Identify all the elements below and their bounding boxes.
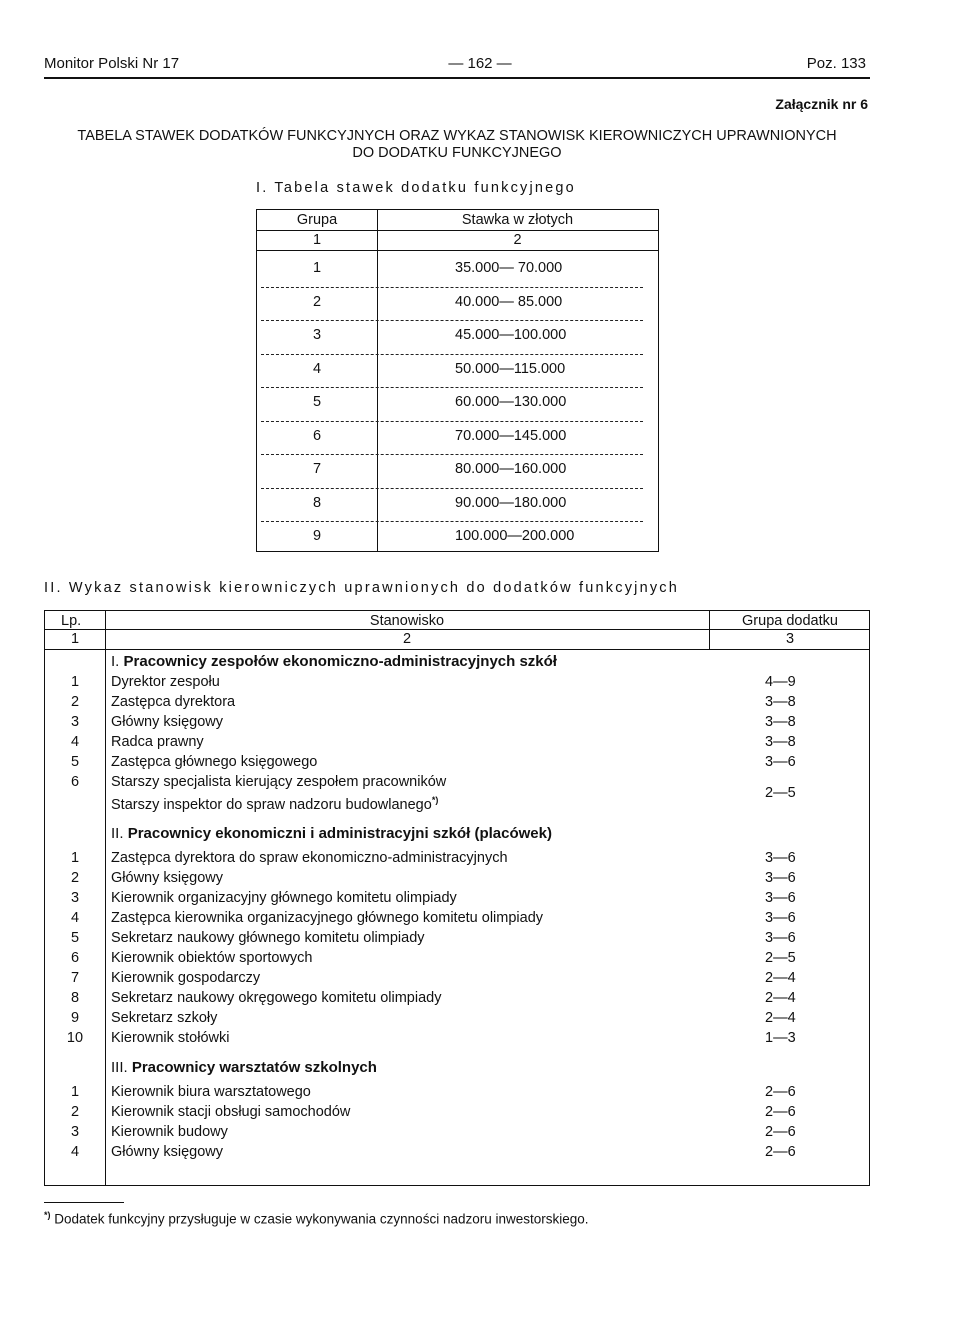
rates-table-body (257, 254, 658, 556)
rate-group-cell: 4 (312, 360, 322, 377)
row-position-line2 (111, 791, 446, 814)
rate-range-cell: 40.000— 85.000 (455, 293, 563, 310)
row-position: Dyrektor zespołu (111, 674, 220, 690)
rate-group-cell: 9 (312, 528, 322, 544)
row-number: 1 (70, 1084, 80, 1100)
row-group: 2—6 (765, 1104, 796, 1120)
row-group: 3—6 (765, 754, 796, 770)
row-number: 8 (70, 990, 80, 1006)
positions-col-group-number: 3 (785, 631, 795, 647)
row-position: Sekretarz naukowy głównego komitetu olimpiady (111, 930, 425, 946)
section2-title: II. Wykaz stanowisk kierowniczych uprawnionych do dodatków funkcyjnych (44, 580, 679, 596)
rates-table-row (257, 422, 658, 456)
row-position: Sekretarz naukowy okręgowego komitetu olimpiady (111, 990, 442, 1006)
rates-col-rate-header: Stawka w złotych (461, 212, 574, 228)
rate-range-cell: 70.000—145.000 (455, 427, 567, 444)
footnote-reference-marker: *) (431, 795, 439, 805)
group-heading (45, 823, 869, 844)
table-row (45, 868, 869, 888)
annex-label: Załącznik nr 6 (775, 96, 868, 112)
rates-table-row (257, 388, 658, 422)
rates-table-row (257, 321, 658, 355)
row-position: Główny księgowy (111, 714, 224, 730)
row-position: Kierownik budowy (111, 1124, 228, 1140)
row-group: 2—6 (765, 1124, 796, 1140)
rate-range-cell: 80.000—160.000 (455, 461, 567, 477)
row-position: Zastępca dyrektora do spraw ekonomiczno-administracyjnych (111, 850, 508, 866)
header-publication: Monitor Polski Nr 17 (44, 55, 180, 72)
rate-range-cell: 45.000—100.000 (455, 327, 567, 343)
header-rule (44, 77, 870, 79)
row-number: 5 (70, 754, 80, 770)
rate-range-cell: 50.000—115.000 (455, 360, 566, 377)
row-position: Główny księgowy (111, 1144, 224, 1160)
row-group: 2—4 (765, 990, 796, 1006)
row-number: 2 (70, 1104, 80, 1120)
row-number: 6 (70, 950, 80, 966)
row-position: Kierownik obiektów sportowych (111, 950, 313, 966)
table-row (45, 1008, 869, 1028)
row-group: 3—8 (765, 714, 796, 730)
rates-table-row (257, 254, 658, 288)
rate-range-cell: 35.000— 70.000 (455, 260, 563, 276)
row-number: 9 (70, 1010, 80, 1026)
row-position: Kierownik organizacyjny głównego komitetu olimpiady (111, 890, 457, 906)
table-row (45, 988, 869, 1008)
row-group: 3—6 (765, 870, 796, 886)
row-group: 3—6 (765, 850, 796, 866)
row-position: Zastępca głównego księgowego (111, 754, 318, 770)
positions-col-position-number: 2 (402, 631, 412, 647)
rate-group-cell: 7 (312, 461, 322, 477)
table-row (45, 672, 869, 692)
row-number: 2 (70, 870, 80, 886)
row-number: 6 (70, 774, 80, 790)
row-position: Główny księgowy (111, 870, 224, 886)
rates-col-rate-number: 2 (513, 232, 522, 248)
rate-group-cell: 5 (312, 394, 322, 410)
row-position-line1: Starszy specjalista kierujący zespołem pracowników (111, 774, 447, 790)
row-number: 4 (70, 734, 80, 750)
row-group: 3—6 (765, 930, 796, 946)
row-position: Kierownik stołówki (111, 1030, 230, 1046)
group-heading-title: Pracownicy warsztatów szkolnych (131, 1059, 377, 1076)
rates-table-row (257, 288, 658, 322)
header-position: Poz. 133 (806, 55, 866, 72)
row-position: Radca prawny (111, 734, 204, 750)
row-number: 3 (70, 714, 80, 730)
row-position: Kierownik stacji obsługi samochodów (111, 1104, 351, 1120)
rate-group-cell: 8 (312, 494, 322, 511)
row-number: 1 (70, 674, 80, 690)
table-row (45, 1082, 869, 1102)
row-group: 2—5 (765, 950, 796, 966)
group-heading-title: Pracownicy ekonomiczni i administracyjni szkół (placówek) (127, 825, 552, 842)
table-row (45, 928, 869, 948)
row-group: 3—8 (765, 694, 796, 710)
row-group: 2—5 (765, 785, 796, 801)
rate-group-cell: 2 (312, 293, 322, 310)
table-row (45, 752, 869, 772)
table-row (45, 908, 869, 928)
table-row (45, 712, 869, 732)
row-number: 1 (70, 850, 80, 866)
row-number: 5 (70, 930, 80, 946)
rate-group-cell: 3 (312, 327, 322, 343)
row-group: 2—4 (765, 1010, 796, 1026)
row-number: 3 (70, 1124, 80, 1140)
positions-table-body (45, 651, 869, 1162)
group-heading (45, 1057, 869, 1078)
rates-table-row (257, 522, 658, 556)
row-position: Kierownik biura warsztatowego (111, 1084, 311, 1100)
positions-col-group-header: Grupa dodatku (742, 613, 838, 629)
group-heading (45, 651, 869, 672)
row-position: Zastępca dyrektora (111, 694, 236, 710)
table-row (45, 888, 869, 908)
rates-number-rule (257, 250, 658, 251)
group-heading-prefix: I. (111, 653, 120, 670)
rate-range-cell: 90.000—180.000 (455, 494, 567, 511)
positions-col-lp-number: 1 (70, 631, 80, 647)
table-row (45, 732, 869, 752)
row-position: Zastępca kierownika organizacyjnego głównego komitetu olimpiady (111, 910, 544, 926)
row-number: 4 (70, 910, 80, 926)
row-group: 3—6 (765, 910, 796, 926)
table-row (45, 1102, 869, 1122)
row-position: Kierownik gospodarczy (111, 970, 261, 986)
row-number: 7 (70, 970, 80, 986)
rates-col-group-number: 1 (312, 232, 322, 248)
row-group: 2—4 (765, 970, 796, 986)
row-group: 3—6 (765, 890, 796, 906)
positions-table (44, 610, 870, 1186)
section1-title: I. Tabela stawek dodatku funkcyjnego (256, 180, 576, 196)
rate-group-cell: 1 (312, 260, 322, 276)
row-position: Sekretarz szkoły (111, 1010, 218, 1026)
row-group: 2—6 (765, 1144, 796, 1160)
footnote (44, 1210, 589, 1227)
document-title-line2: DO DODATKU FUNKCYJNEGO (352, 145, 562, 161)
positions-number-rule (45, 649, 869, 650)
rate-range-cell: 60.000—130.000 (455, 394, 567, 410)
table-row (45, 1028, 869, 1048)
positions-col-position-header: Stanowisko (369, 613, 445, 629)
rates-table-row (257, 455, 658, 489)
document-title (44, 128, 870, 162)
rates-table-row (257, 355, 658, 389)
footnote-text: Dodatek funkcyjny przysługuje w czasie wykonywania czynności nadzoru inwestorskiego. (54, 1211, 589, 1227)
rates-table (256, 209, 659, 552)
table-row (45, 772, 869, 812)
positions-col-lp-header: Lp. (61, 613, 82, 629)
rate-range-cell: 100.000—200.000 (455, 528, 575, 544)
rate-group-cell: 6 (312, 427, 322, 444)
table-row (45, 848, 869, 868)
rates-table-row (257, 489, 658, 523)
rates-col-group-header: Grupa (296, 212, 338, 228)
row-number: 2 (70, 694, 80, 710)
group-heading-prefix: III. (111, 1059, 128, 1076)
row-number: 4 (70, 1144, 80, 1160)
footnote-marker: *) (44, 1210, 51, 1220)
table-row (45, 948, 869, 968)
row-position-line2-text: Starszy inspektor do spraw nadzoru budowlanego (111, 796, 432, 813)
table-row (45, 1142, 869, 1162)
header-page-number: — 162 — (448, 55, 512, 72)
group-heading-title: Pracownicy zespołów ekonomiczno-administracyjnych szkół (123, 653, 557, 670)
row-number: 3 (70, 890, 80, 906)
table-row (45, 968, 869, 988)
group-heading-prefix: II. (111, 825, 124, 842)
footnote-rule (44, 1202, 124, 1203)
table-row (45, 1122, 869, 1142)
table-row (45, 692, 869, 712)
row-number: 10 (66, 1030, 84, 1046)
row-group: 3—8 (765, 734, 796, 750)
row-group: 4—9 (765, 674, 796, 690)
row-group: 2—6 (765, 1084, 796, 1100)
row-group: 1—3 (765, 1030, 796, 1046)
document-title-line1: TABELA STAWEK DODATKÓW FUNKCYJNYCH ORAZ WYKAZ STANOWISK KIEROWNICZYCH UPRAWNIONYCH (77, 128, 837, 144)
row-position (111, 773, 446, 814)
